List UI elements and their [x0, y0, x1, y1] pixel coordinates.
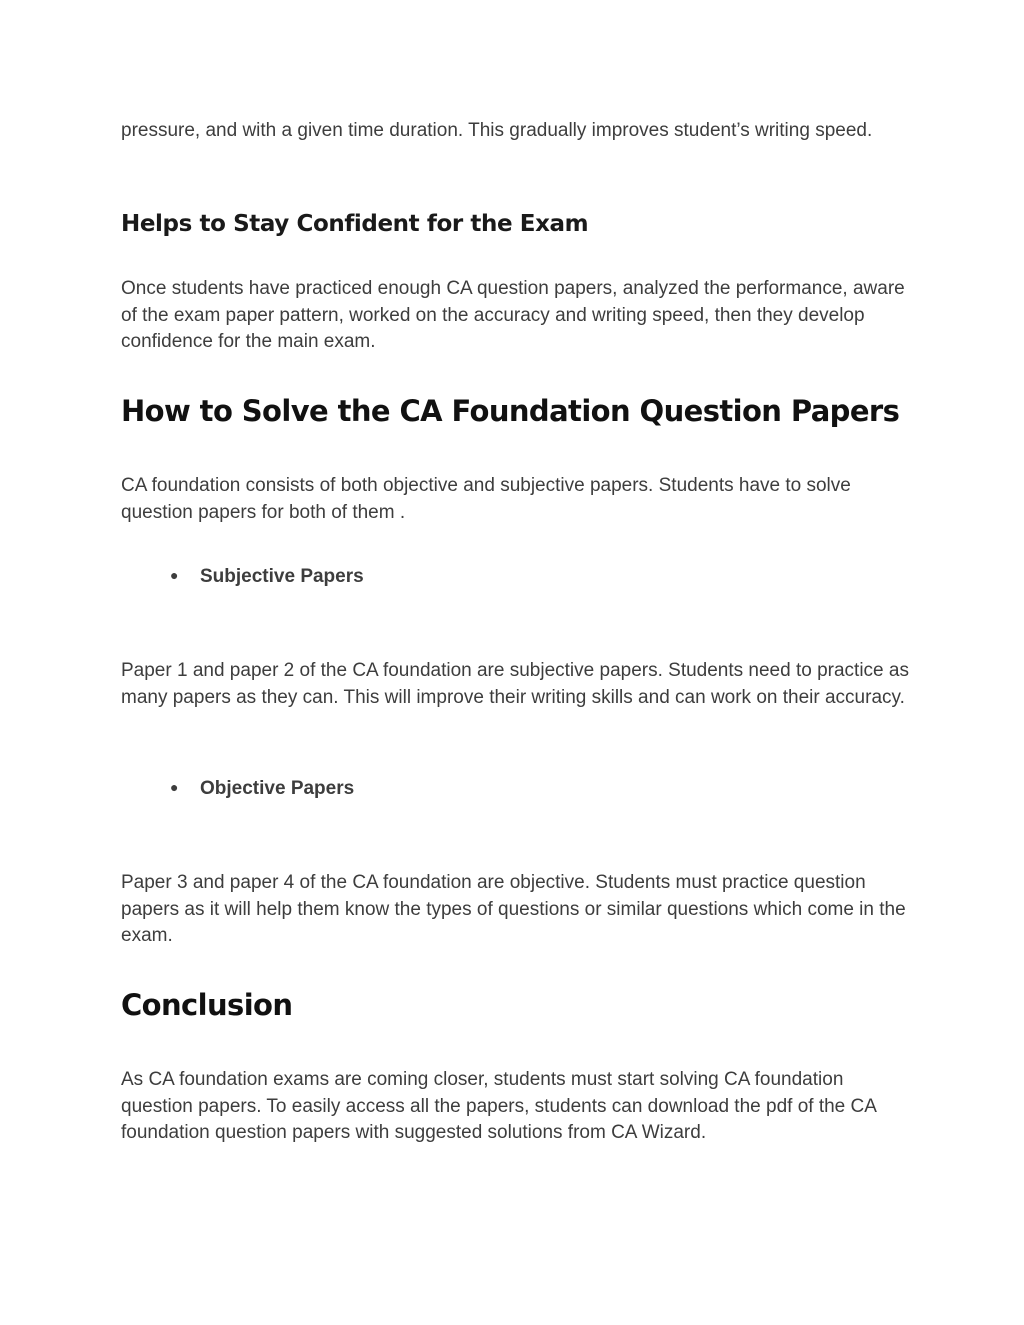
- bullet-subjective-papers: [170, 562, 364, 590]
- paragraph-subjective-papers: Paper 1 and paper 2 of the CA foundation are subjective papers. Students need to practice as many papers as they can. This will improve their writing skills and can work on their accuracy.: [121, 660, 909, 708]
- paragraph-objective-papers: Paper 3 and paper 4 of the CA foundation are objective. Students must practice question papers as it will help them know the types of questions or similar questions which come in the exam.: [121, 872, 906, 947]
- bullet-label: Subjective Papers: [200, 566, 364, 587]
- bullet-objective-papers: [170, 774, 354, 802]
- heading-stay-confident: Helps to Stay Confident for the Exam: [121, 211, 589, 237]
- bullet-icon: ●: [170, 779, 179, 795]
- bullet-label: Objective Papers: [200, 778, 355, 799]
- heading-how-to-solve: How to Solve the CA Foundation Question Papers: [121, 394, 900, 428]
- paragraph-stay-confident: Once students have practiced enough CA question papers, analyzed the performance, aware of the exam paper pattern, worked on the accuracy and writing speed, then they develop confidence for the main exam.: [121, 278, 905, 353]
- heading-conclusion: Conclusion: [121, 988, 293, 1022]
- paragraph-conclusion: As CA foundation exams are coming closer, students must start solving CA foundation question papers. To easily access all the papers, students can download the pdf of the CA foundation question papers with suggested solutions from CA Wizard.: [121, 1069, 876, 1144]
- paragraph-how-to-solve: CA foundation consists of both objective and subjective papers. Students have to solve question papers for both of them .: [121, 475, 851, 523]
- intro-paragraph: pressure, and with a given time duration. This gradually improves student’s writing speed.: [121, 120, 873, 141]
- bullet-icon: ●: [170, 567, 179, 583]
